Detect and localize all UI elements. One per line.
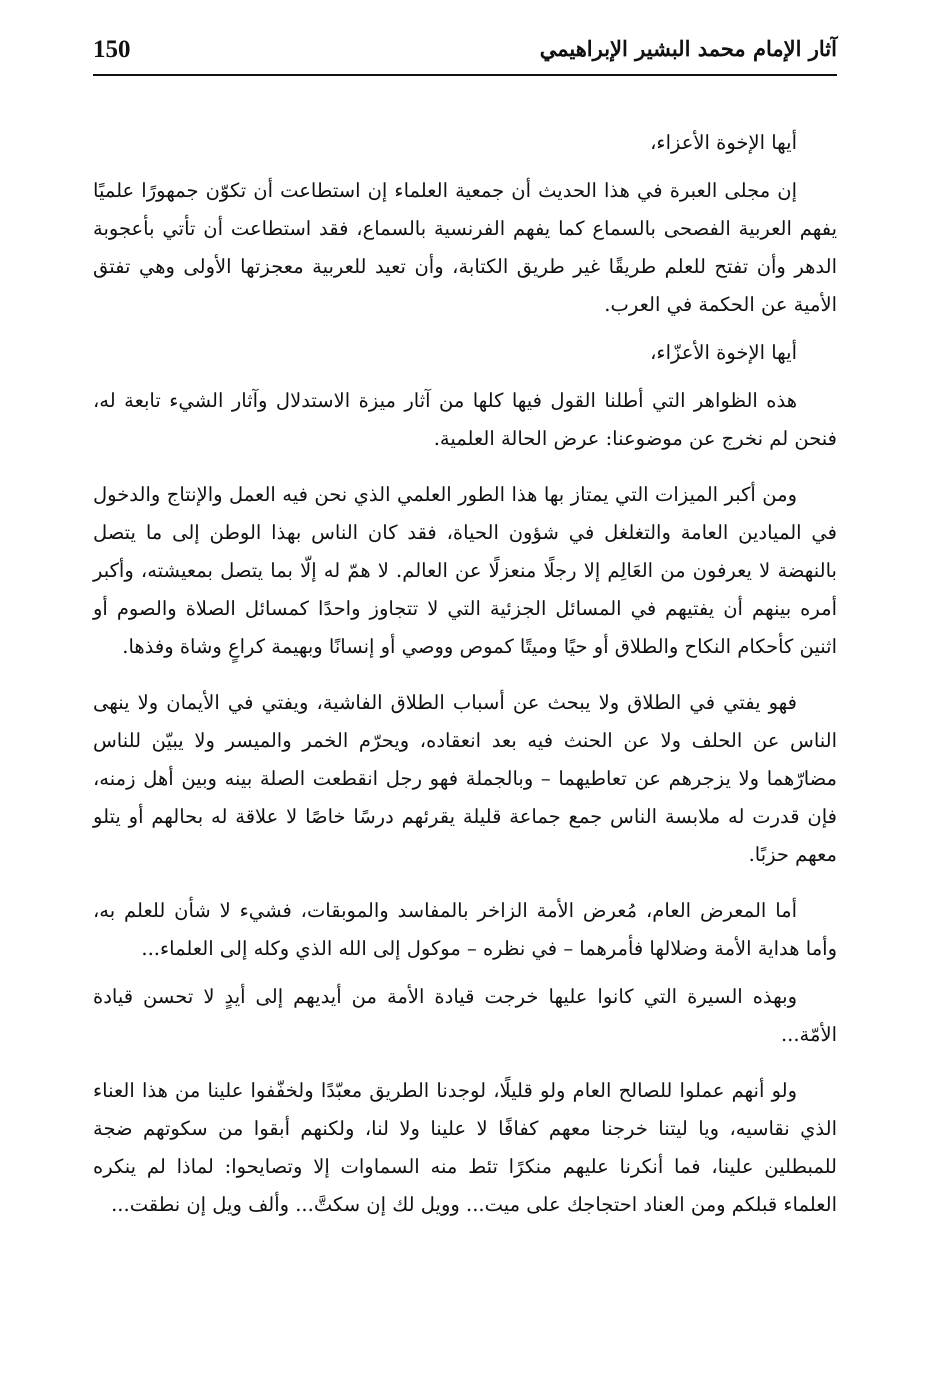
book-page [93,30,837,1370]
paragraph: ومن أكبر الميزات التي يمتاز بها هذا الطور العلمي الذي نحن فيه العمل والإنتاج والدخول في الميادين العامة والتغلغل في شؤون الحياة، فقد كان الناس بهذا الوطن إلى ما يتصل بالنهضة لا يعرفون من العَالِم إلا رجلًا منعزلًا عن العالم. لا همّ له إلّا بما يتصل بمعيشته، وأكبر أمره بينهم أن يفتيهم في المسائل الجزئية التي لا تتجاوز واحدًا كمسائل الصلاة والصوم أو اثنين كأحكام النكاح والطلاق أو حيًا وميتًا كموص ووصي أو إنسانًا وبهيمة كراعٍ وشاة وفذها. [93,483,837,658]
paragraph: إن مجلى العبرة في هذا الحديث أن جمعية العلماء إن استطاعت أن تكوّن جمهورًا علميًا يفهم العربية الفصحى بالسماع كما يفهم الفرنسية بالسماع، فقد استطاعت أن تأتي بأعجوبة الدهر وأن تفتح للعلم طريقًا غير طريق الكتابة، وأن تعيد للعربية معجزتها الأولى وهي تفتق الأمية عن الحكمة في العرب. [93,179,837,316]
page-header [93,30,837,76]
paragraph: هذه الظواهر التي أطلنا القول فيها كلها من آثار ميزة الاستدلال وآثار الشيء تابعة له، فنحن لم نخرج عن موضوعنا: عرض الحالة العلمية. [93,389,837,450]
paragraph: أما المعرض العام، مُعرض الأمة الزاخر بالمفاسد والموبقات، فشيء لا شأن للعلم به، وأما هداية الأمة وضلالها فأمرهما – في نظره – موكول إلى الله الذي وكله إلى العلماء... [93,899,837,960]
paragraph: وبهذه السيرة التي كانوا عليها خرجت قيادة الأمة من أيديهم إلى أيدٍ لا تحسن قيادة الأمّة... [93,985,837,1046]
paragraph: فهو يفتي في الطلاق ولا يبحث عن أسباب الطلاق الفاشية، ويفتي في الأيمان ولا ينهى الناس عن الحلف ولا عن الحنث فيه بعد انعقاده، ويحرّم الخمر والميسر ولا يبيّن للناس مضارّهما ولا يزجرهم عن تعاطيهما – وبالجملة فهو رجل انقطعت الصلة بينه وبين أهل زمنه، فإن قدرت له ملابسة الناس جمع جماعة قليلة يقرئهم درسًا خاصًا لا علاقة له بحالهم أو يتلو معهم حزبًا. [93,691,837,866]
page-body [93,124,837,1224]
paragraph: ولو أنهم عملوا للصالح العام ولو قليلًا، لوجدنا الطريق معبّدًا ولخفّفوا علينا من هذا العناء الذي نقاسيه، ويا ليتنا خرجنا معهم كفافًا لا علينا ولا لنا، ولكنهم أبقوا من سكوتهم ضجة للمبطلين علينا، فما أنكرنا عليهم منكرًا تئط منه السماوات إلا وتصايحوا: لماذا لم ينكره العلماء قبلكم ومن العناد احتجاجك على ميت... وويل لك إن سكتَّ... وألف ويل إن نطقت... [93,1079,837,1216]
running-title: آثار الإمام محمد البشير الإبراهيمي [539,36,837,61]
paragraph: أيها الإخوة الأعزّاء، [650,341,797,364]
page-number: 150 [93,36,131,63]
paragraph: أيها الإخوة الأعزاء، [650,131,797,154]
